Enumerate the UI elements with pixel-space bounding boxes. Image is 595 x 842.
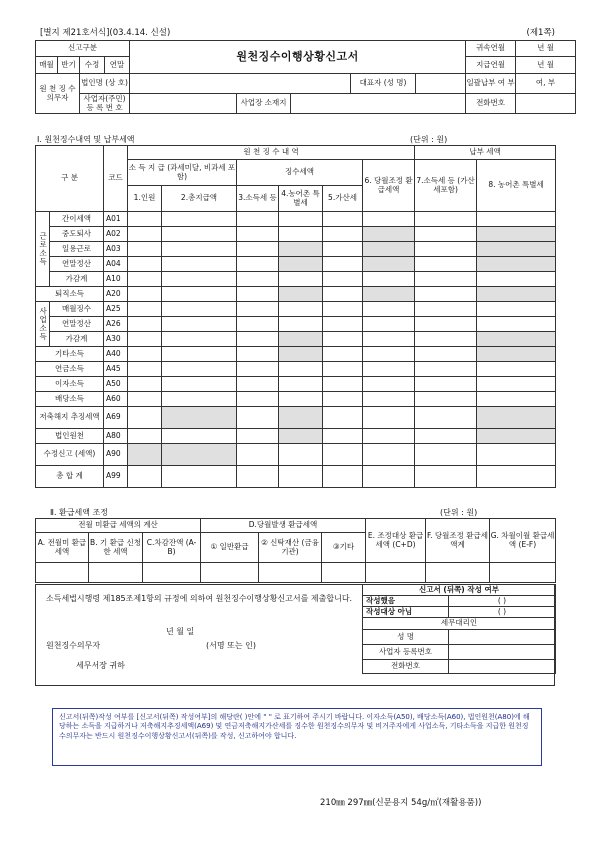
amount-cell[interactable]: [415, 212, 477, 227]
row-code: A40: [104, 347, 128, 362]
refund-d1-field[interactable]: [201, 563, 259, 583]
back-side-table: [362, 584, 556, 674]
amount-cell[interactable]: [415, 347, 477, 362]
table-row: [36, 347, 556, 362]
type-monthly[interactable]: 매월: [36, 57, 58, 74]
bulk-pay-field[interactable]: 여, 부: [516, 74, 576, 94]
amount-cell[interactable]: [162, 392, 237, 407]
amount-cell[interactable]: [477, 317, 556, 332]
amount-cell[interactable]: [279, 212, 323, 227]
amount-cell[interactable]: [237, 287, 279, 302]
amount-cell[interactable]: [323, 332, 363, 347]
amount-cell[interactable]: [237, 317, 279, 332]
amount-cell: [477, 257, 556, 272]
instruction-note: 신고서(뒤쪽)작성 여부를 [신고서(뒤쪽) 작성여부]의 해당란( )안에 " " 로 표기하여 주시기 바랍니다. 이자소득(A50), 배당소득(A60), 법인원천(A80)에 해당하는 소득을 지급하거나 저축해지추징세액(A69) 및 연금저축해지가산세를 징수한 원천징수의무자 및 비거주자에게 사업소득, 기타소득을 지급한 원천징수의무자는 반드시 원천징수이행상황신고서(뒤쪽)를 작성, 신고하여야 합니다.: [52, 708, 542, 766]
table-row: [36, 302, 556, 317]
row-label: 매월징수: [50, 302, 104, 317]
col-e-header: E. 조정대상 환급세액 (C+D): [366, 519, 426, 563]
amount-cell[interactable]: [128, 362, 162, 377]
amount-cell[interactable]: [415, 444, 477, 466]
col-income-tax-header: 3.소득세 등: [237, 186, 279, 212]
amount-cell[interactable]: [415, 287, 477, 302]
amount-cell[interactable]: [128, 257, 162, 272]
amount-cell[interactable]: [477, 444, 556, 466]
table-row: [36, 429, 556, 444]
amount-cell[interactable]: [279, 227, 323, 242]
col-c-header: C.차감잔액 (A-B): [143, 533, 201, 563]
amount-cell[interactable]: [237, 347, 279, 362]
amount-cell: [363, 227, 415, 242]
refund-c-field[interactable]: [143, 563, 201, 583]
amount-cell[interactable]: [128, 429, 162, 444]
type-yearend[interactable]: 연말: [105, 57, 130, 74]
amount-cell[interactable]: [279, 272, 323, 287]
amount-cell[interactable]: [237, 302, 279, 317]
current-refund-header: D.당월발생 환급세액: [201, 519, 366, 533]
row-label: 기타소득: [36, 347, 104, 362]
refund-b-field[interactable]: [89, 563, 143, 583]
amount-cell: [162, 407, 237, 429]
amount-cell: [279, 257, 323, 272]
amount-cell[interactable]: [323, 466, 363, 488]
amount-cell: [477, 332, 556, 347]
amount-cell[interactable]: [415, 317, 477, 332]
table-row: [36, 317, 556, 332]
withholding-table: [35, 145, 556, 488]
amount-cell[interactable]: [162, 429, 237, 444]
amount-cell[interactable]: [162, 347, 237, 362]
agent-name-field[interactable]: [449, 630, 556, 645]
amount-cell[interactable]: [323, 407, 363, 429]
agent-biz-no-label: 사업자 등록번호: [363, 645, 449, 660]
col-total-header: 2.총지급액: [162, 186, 237, 212]
col-refund-header: 6. 당월조정 환급세액: [363, 160, 415, 212]
bulk-pay-label: 일괄납부 여 부: [466, 74, 516, 94]
refund-d3-field[interactable]: [322, 563, 366, 583]
row-code: A02: [104, 227, 128, 242]
row-label: 연말정산: [50, 317, 104, 332]
back-written-label: 작성했음: [363, 596, 449, 607]
amount-cell[interactable]: [477, 212, 556, 227]
col-payment-header: 납부 세액: [415, 146, 556, 160]
phone-field[interactable]: [516, 94, 576, 114]
agent-biz-no-field[interactable]: [449, 645, 556, 660]
amount-cell[interactable]: [162, 302, 237, 317]
table-row: [36, 444, 556, 466]
back-not-needed-check[interactable]: ( ): [449, 607, 556, 618]
amount-cell[interactable]: [237, 332, 279, 347]
amount-cell[interactable]: [415, 466, 477, 488]
section1-title: Ⅰ. 원천징수내역 및 납부세액: [37, 135, 135, 144]
row-code: A45: [104, 362, 128, 377]
amount-cell[interactable]: [363, 302, 415, 317]
amount-cell[interactable]: [128, 272, 162, 287]
amount-cell[interactable]: [128, 287, 162, 302]
amount-cell: [477, 407, 556, 429]
row-label: 간이세액: [50, 212, 104, 227]
amount-cell[interactable]: [237, 242, 279, 257]
amount-cell: [477, 287, 556, 302]
amount-cell[interactable]: [415, 257, 477, 272]
amount-cell[interactable]: [323, 347, 363, 362]
section2-unit: (단위 : 원): [440, 508, 478, 517]
row-code: A50: [104, 377, 128, 392]
col-d2-header: ② 신탁재산 (금융기관): [259, 533, 322, 563]
amount-cell: [162, 444, 237, 466]
representative-label: 대표자 (성 명): [351, 74, 416, 94]
row-label: 이자소득: [36, 377, 104, 392]
amount-cell[interactable]: [323, 377, 363, 392]
report-type-label: 신고구분: [36, 41, 130, 57]
amount-cell[interactable]: [415, 429, 477, 444]
attr-year-month-field[interactable]: 년 월: [516, 41, 576, 57]
col-a-header: A. 전월미 환급세액: [36, 533, 89, 563]
amount-cell[interactable]: [237, 444, 279, 466]
refund-f-field[interactable]: [426, 563, 490, 583]
amount-cell[interactable]: [162, 362, 237, 377]
amount-cell[interactable]: [128, 347, 162, 362]
row-label: 일용근로: [50, 242, 104, 257]
amount-cell[interactable]: [415, 407, 477, 429]
amount-cell[interactable]: [415, 302, 477, 317]
amount-cell: [477, 227, 556, 242]
row-label: 수정신고 (세액): [36, 444, 104, 466]
amount-cell[interactable]: [477, 272, 556, 287]
amount-cell[interactable]: [363, 272, 415, 287]
amount-cell[interactable]: [128, 466, 162, 488]
back-not-needed-label: 작성대상 아님: [363, 607, 449, 618]
corp-name-field[interactable]: [130, 74, 351, 94]
table-row: [36, 466, 556, 488]
representative-field[interactable]: [416, 74, 466, 94]
col-g-header: G. 차월이월 환급세액 (E-F): [490, 519, 556, 563]
paper-spec-footer: 210㎜ 297㎜(신문용지 54g/㎡(재활용품)): [320, 798, 482, 808]
amount-cell[interactable]: [415, 392, 477, 407]
amount-cell[interactable]: [323, 257, 363, 272]
row-code: A01: [104, 212, 128, 227]
amount-cell[interactable]: [237, 227, 279, 242]
amount-cell[interactable]: [128, 392, 162, 407]
amount-cell[interactable]: [279, 392, 323, 407]
table-row: [36, 377, 556, 392]
amount-cell[interactable]: [323, 227, 363, 242]
amount-cell[interactable]: [363, 429, 415, 444]
page-number: (제1쪽): [526, 28, 555, 38]
refund-a-field[interactable]: [36, 563, 89, 583]
amount-cell: [477, 242, 556, 257]
col-people-header: 1.인원: [128, 186, 162, 212]
table-row: [36, 227, 556, 242]
amount-cell[interactable]: [477, 362, 556, 377]
amount-cell[interactable]: [279, 302, 323, 317]
phone-label: 전화번호: [466, 94, 516, 114]
addressee: 세무서장 귀하: [76, 661, 125, 670]
amount-cell[interactable]: [279, 362, 323, 377]
amount-cell[interactable]: [363, 362, 415, 377]
col-pay-rural-header: 8. 농어촌 특별세: [477, 160, 556, 212]
group-labor-label: 근로소득: [36, 212, 50, 287]
col-f-header: F. 당월조정 환급세액계: [426, 519, 490, 563]
agent-name-label: 성 명: [363, 630, 449, 645]
amount-cell[interactable]: [363, 377, 415, 392]
table-row: [36, 257, 556, 272]
amount-cell[interactable]: [162, 287, 237, 302]
back-side-title: 신고서 (뒤쪽) 작성 여부: [363, 585, 556, 596]
amount-cell[interactable]: [162, 317, 237, 332]
row-code: A99: [104, 466, 128, 488]
biz-address-label: 사업장 소재지: [237, 94, 291, 114]
row-code: A03: [104, 242, 128, 257]
amount-cell[interactable]: [323, 287, 363, 302]
row-code: A80: [104, 429, 128, 444]
amount-cell: [477, 347, 556, 362]
table-row: [36, 242, 556, 257]
row-code: A60: [104, 392, 128, 407]
row-label: 퇴직소득: [36, 287, 104, 302]
table-row: [36, 392, 556, 407]
amount-cell: [279, 242, 323, 257]
amount-cell[interactable]: [323, 317, 363, 332]
amount-cell: [279, 332, 323, 347]
amount-cell[interactable]: [477, 392, 556, 407]
amount-cell[interactable]: [363, 212, 415, 227]
col-code-header: 코드: [104, 146, 128, 212]
amount-cell: [363, 257, 415, 272]
pay-year-month-label: 지급연월: [466, 57, 516, 74]
amount-cell: [279, 429, 323, 444]
amount-cell[interactable]: [237, 257, 279, 272]
amount-cell[interactable]: [128, 377, 162, 392]
row-code: A10: [104, 272, 128, 287]
col-withholding-header: 원 천 징 수 내 역: [128, 146, 415, 160]
amount-cell: [128, 444, 162, 466]
withholder-sign-label: 원천징수의무자: [46, 641, 101, 650]
amount-cell[interactable]: [128, 212, 162, 227]
top-info-table: [35, 40, 576, 114]
amount-cell[interactable]: [162, 332, 237, 347]
row-code: A69: [104, 407, 128, 429]
amount-cell[interactable]: [128, 227, 162, 242]
back-written-check[interactable]: ( ): [449, 596, 556, 607]
withholder-label: 원 천 징 수 의무자: [36, 74, 80, 114]
row-code: A26: [104, 317, 128, 332]
row-label: 가감계: [50, 332, 104, 347]
row-label: 연말정산: [50, 257, 104, 272]
agent-phone-field[interactable]: [449, 660, 556, 674]
col-add-tax-header: 5.가산세: [323, 186, 363, 212]
amount-cell[interactable]: [162, 212, 237, 227]
amount-cell: [363, 242, 415, 257]
type-amend[interactable]: 수정: [80, 57, 105, 74]
amount-cell[interactable]: [477, 302, 556, 317]
amount-cell[interactable]: [415, 227, 477, 242]
amount-cell[interactable]: [237, 466, 279, 488]
amount-cell[interactable]: [323, 302, 363, 317]
amount-cell[interactable]: [128, 407, 162, 429]
row-code: A04: [104, 257, 128, 272]
prev-calc-header: 전월 미환급 세액의 계산: [36, 519, 201, 533]
pay-year-month-field[interactable]: 년 월: [516, 57, 576, 74]
amount-cell: [477, 429, 556, 444]
amount-cell[interactable]: [323, 429, 363, 444]
refund-e-field[interactable]: [366, 563, 426, 583]
amount-cell: [279, 287, 323, 302]
amount-cell: [279, 347, 323, 362]
amount-cell[interactable]: [162, 272, 237, 287]
amount-cell[interactable]: [162, 227, 237, 242]
refund-g-field[interactable]: [490, 563, 556, 583]
table-row: [36, 272, 556, 287]
amount-cell[interactable]: [237, 429, 279, 444]
type-half[interactable]: 반기: [58, 57, 80, 74]
biz-no-label: 사업자(주민) 등 록 번 호: [80, 94, 130, 114]
amount-cell[interactable]: [237, 362, 279, 377]
amount-cell[interactable]: [415, 272, 477, 287]
refund-table: [35, 518, 556, 583]
table-row: [36, 287, 556, 302]
row-label: 법인원천: [36, 429, 104, 444]
section1-unit: (단위 : 원): [410, 135, 448, 144]
declaration-date[interactable]: 년 월 일: [166, 627, 195, 636]
row-label: 배당소득: [36, 392, 104, 407]
amount-cell[interactable]: [162, 377, 237, 392]
row-code: A20: [104, 287, 128, 302]
row-code: A25: [104, 302, 128, 317]
amount-cell[interactable]: [237, 392, 279, 407]
table-row: [36, 332, 556, 347]
col-rural-tax-header: 4.농어촌 특별세: [279, 186, 323, 212]
amount-cell[interactable]: [237, 272, 279, 287]
amount-cell[interactable]: [477, 466, 556, 488]
row-label: 총 합 계: [36, 466, 104, 488]
refund-d2-field[interactable]: [259, 563, 322, 583]
amount-cell[interactable]: [415, 377, 477, 392]
amount-cell[interactable]: [363, 332, 415, 347]
row-label: 저축해지 추징세액: [36, 407, 104, 429]
col-b-header: B. 기 환급 신청한 세액: [89, 533, 143, 563]
col-income-pay-header: 소 득 지 급 (과세미달, 비과세 포함): [128, 160, 237, 186]
form-number: [별지 제21호서식](03.4.14. 신설): [40, 28, 171, 38]
form-title: 원천징수이행상황신고서: [130, 41, 466, 74]
amount-cell[interactable]: [323, 444, 363, 466]
row-label: 중도퇴사: [50, 227, 104, 242]
amount-cell[interactable]: [415, 242, 477, 257]
amount-cell: [279, 407, 323, 429]
amount-cell[interactable]: [279, 444, 323, 466]
amount-cell[interactable]: [323, 392, 363, 407]
amount-cell[interactable]: [363, 407, 415, 429]
amount-cell[interactable]: [363, 347, 415, 362]
section2-title: Ⅱ. 환급세액 조정: [50, 508, 108, 517]
amount-cell[interactable]: [128, 317, 162, 332]
amount-cell[interactable]: [363, 392, 415, 407]
biz-no-field[interactable]: [130, 94, 237, 114]
amount-cell[interactable]: [363, 444, 415, 466]
amount-cell[interactable]: [323, 362, 363, 377]
amount-cell[interactable]: [323, 242, 363, 257]
table-row: [36, 407, 556, 429]
col-tax-group-header: 징수세액: [237, 160, 363, 186]
amount-cell: [363, 287, 415, 302]
amount-cell[interactable]: [279, 377, 323, 392]
group-business-label: 사업소득: [36, 302, 50, 347]
amount-cell[interactable]: [415, 332, 477, 347]
agent-phone-label: 전화번호: [363, 660, 449, 674]
table-row: [36, 212, 556, 227]
amount-cell[interactable]: [128, 242, 162, 257]
amount-cell[interactable]: [128, 332, 162, 347]
row-code: A90: [104, 444, 128, 466]
corp-name-label: 법인명 (상 호): [80, 74, 130, 94]
amount-cell[interactable]: [162, 466, 237, 488]
row-label: 가감계: [50, 272, 104, 287]
sign-label[interactable]: (서명 또는 인): [206, 641, 256, 650]
amount-cell[interactable]: [415, 362, 477, 377]
amount-cell[interactable]: [323, 212, 363, 227]
biz-address-field[interactable]: [291, 94, 466, 114]
attr-year-month-label: 귀속연월: [466, 41, 516, 57]
amount-cell[interactable]: [279, 466, 323, 488]
amount-cell[interactable]: [128, 302, 162, 317]
col-group-header: 구 분: [36, 146, 104, 212]
amount-cell[interactable]: [477, 377, 556, 392]
amount-cell[interactable]: [162, 242, 237, 257]
table-row: [36, 362, 556, 377]
amount-cell[interactable]: [363, 317, 415, 332]
amount-cell[interactable]: [323, 272, 363, 287]
col-d1-header: ① 일반환급: [201, 533, 259, 563]
row-label: 연금소득: [36, 362, 104, 377]
amount-cell[interactable]: [237, 407, 279, 429]
declaration-text: 소득세법시행령 제185조제1항의 규정에 의하여 원천징수이행상황신고서를 제출합니다.: [46, 594, 353, 603]
col-d3-header: ③기타: [322, 533, 366, 563]
col-pay-income-header: 7.소득세 등 (가산세포함): [415, 160, 477, 212]
amount-cell[interactable]: [279, 317, 323, 332]
agent-header: 세무대리인: [363, 618, 556, 630]
amount-cell[interactable]: [363, 466, 415, 488]
amount-cell[interactable]: [237, 377, 279, 392]
row-code: A30: [104, 332, 128, 347]
amount-cell[interactable]: [162, 257, 237, 272]
amount-cell[interactable]: [237, 212, 279, 227]
